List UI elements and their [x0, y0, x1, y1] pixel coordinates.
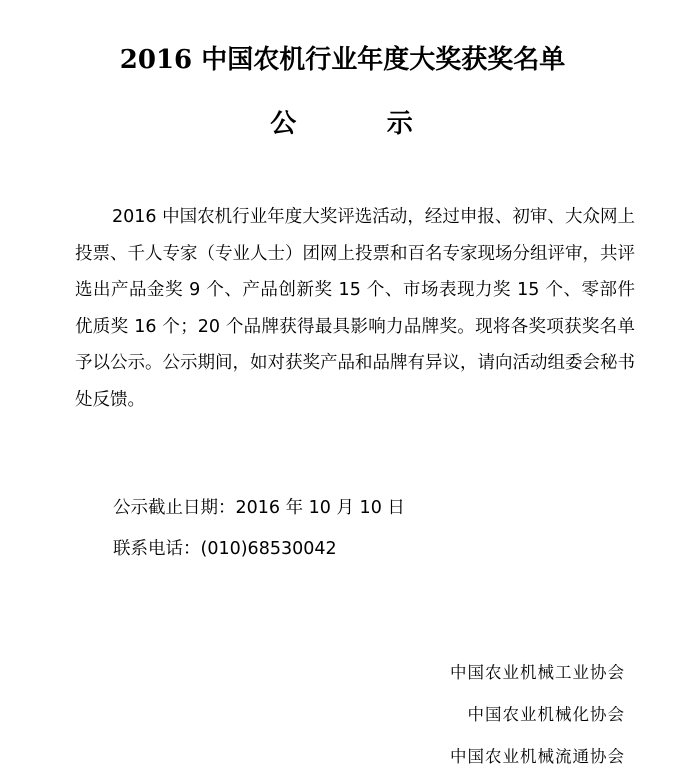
document-subtitle: 公 示	[270, 109, 415, 139]
organization-signature: 中国农业机械工业协会	[450, 663, 625, 682]
document-title: 2016 中国农机行业年度大奖获奖名单	[119, 45, 566, 75]
deadline-line: 公示截止日期：2016 年 10 月 10 日	[113, 498, 405, 518]
announcement-body: 2016 中国农机行业年度大奖评选活动，经过申报、初审、大众网上投票、千人专家（专业人士）团网上投票和百名专家现场分组评审，共评选出产品金奖 9 个、产品创新奖 15 个、市场表现力奖 15 个、零部件优质奖 16 个；20 个品牌获得最具影响力品牌奖。现将各奖项获奖名单予以公示。公示期间，如对获奖产品和品牌有异议，请向活动组委会秘书处反馈。	[75, 207, 635, 410]
contact-phone-line: 联系电话：(010)68530042	[113, 539, 337, 559]
organization-signature: 中国农业机械化协会	[467, 705, 625, 724]
organization-signature: 中国农业机械流通协会	[450, 747, 625, 766]
